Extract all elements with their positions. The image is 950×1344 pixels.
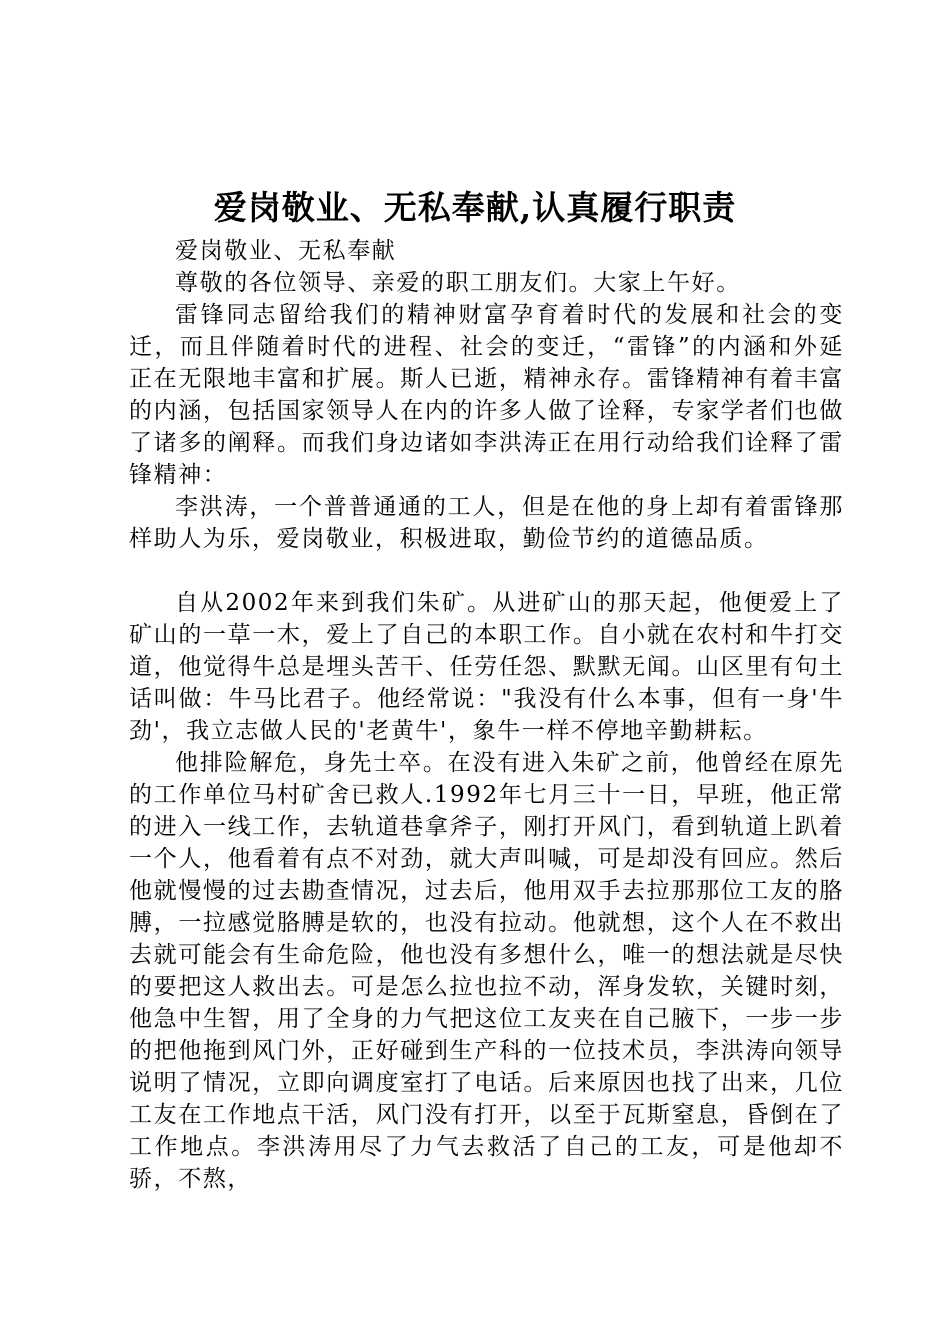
- paragraph-li-hongtao-intro: 李洪涛，一个普普通通的工人，但是在他的身上却有着雷锋那样助人为乐，爱岗敬业，积极进取，勤俭节约的道德品质。: [129, 494, 844, 552]
- paragraph-rescue-story: 他排险解危，身先士卒。在没有进入朱矿之前，他曾经在原先的工作单位马村矿舍已救人.1992年七月三十一日，早班，他正常的进入一线工作，去轨道巷拿斧子，刚打开风门，看到轨道上趴着一个人，他看着有点不对劲，就大声叫喊，可是却没有回应。然后他就慢慢的过去勘查情况，过去后，他用双手去拉那那位工友的胳膊，一拉感觉胳膊是软的，也没有拉动。他就想，这个人在不救出去就可能会有生命危险，他也没有多想什么，唯一的想法就是尽快的要把这人救出去。可是怎么拉也拉不动，浑身发软，关键时刻，他急中生智，用了全身的力气把这位工友夹在自己腋下，一步一步的把他拖到风门外，正好碰到生产科的一位技术员，李洪涛向领导说明了情况，立即向调度室打了电话。后来原因也找了出来，几位工友在工作地点干活，风门没有打开，以至于瓦斯窒息，昏倒在了工作地点。李洪涛用尽了力气去救活了自己的工友，可是他却不骄，不熬，: [129, 750, 844, 1192]
- paragraph-lei-feng-spirit: 雷锋同志留给我们的精神财富孕育着时代的发展和社会的变迁，而且伴随着时代的进程、社会的变迁，“雷锋”的内涵和外延正在无限地丰富和扩展。斯人已逝，精神永存。雷锋精神有着丰富的内涵，包括国家领导人在内的许多人做了诠释，专家学者们也做了诸多的阐释。而我们身边诸如李洪涛正在用行动给我们诠释了雷锋精神：: [129, 302, 844, 488]
- paragraph-joined-mine: 自从2002年来到我们朱矿。从进矿山的那天起，他便爱上了矿山的一草一木，爱上了自己的本职工作。自小就在农村和牛打交道，他觉得牛总是埋头苦干、任劳任怨、默默无闻。山区里有句土话叫做：牛马比君子。他经常说："我没有什么本事，但有一身'牛劲'，我立志做人民的'老黄牛'，象牛一样不停地辛勤耕耘。: [129, 590, 844, 744]
- document-title: 爱岗敬业、无私奉献,认真履行职责: [213, 188, 737, 227]
- paragraph-subtitle: 爱岗敬业、无私奉献: [175, 238, 397, 264]
- paragraph-greeting: 尊敬的各位领导、亲爱的职工朋友们。大家上午好。: [175, 270, 741, 296]
- document-body: [129, 235, 844, 1195]
